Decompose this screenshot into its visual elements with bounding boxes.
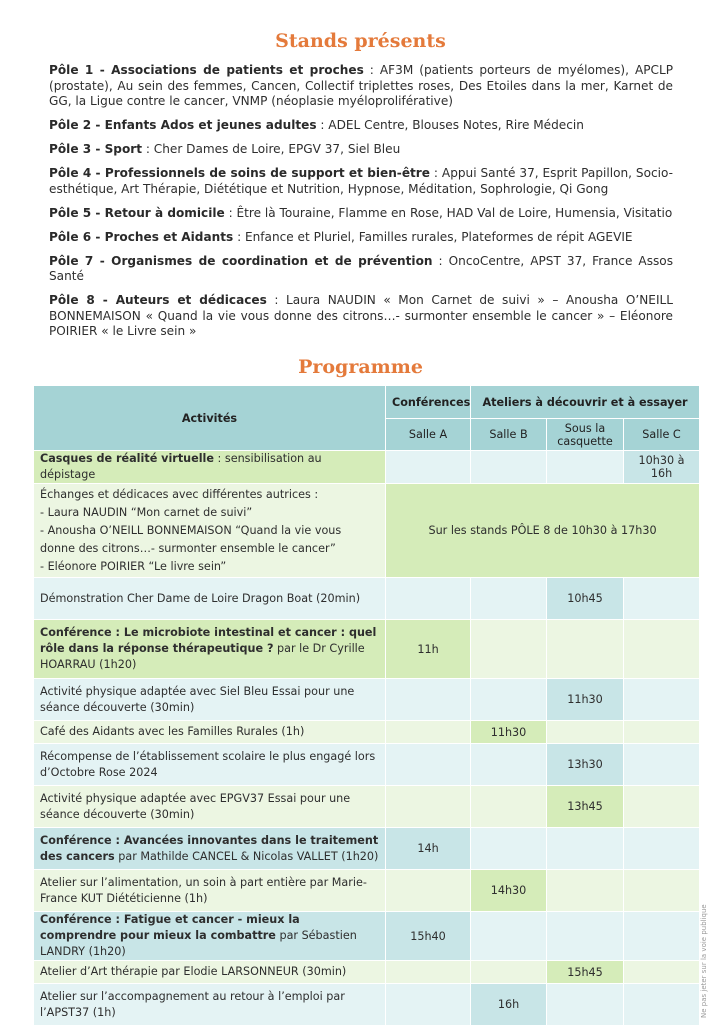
- slot-salle-c: [624, 961, 700, 984]
- slot-salle-b: [471, 451, 547, 484]
- activity-text: par Mathilde CANCEL & Nicolas VALLET (1h20): [114, 849, 379, 863]
- slot-sous-casquette: 11h30: [547, 679, 624, 721]
- pole-3: [49, 142, 673, 158]
- table-row: [34, 679, 700, 721]
- slot-sous-casquette: [547, 912, 624, 961]
- header-salle-a: Salle A: [386, 419, 471, 451]
- slot-sous-casquette: [547, 828, 624, 870]
- slot-salle-a: [386, 961, 471, 984]
- pole-label: Pôle 3 - Sport: [49, 142, 143, 156]
- activity-text: : sensibilisation au dépistage: [40, 452, 322, 481]
- activity-bold: Casques de réalité virtuelle: [40, 452, 214, 465]
- slot-salle-c: [624, 786, 700, 828]
- pole-label: Pôle 5 - Retour à domicile: [49, 205, 225, 220]
- slot-salle-a: [386, 870, 471, 912]
- slot-salle-b: [471, 744, 547, 786]
- slot-salle-a: [386, 744, 471, 786]
- table-row: [34, 744, 700, 786]
- slot-sous-casquette: 15h45: [547, 961, 624, 984]
- pole-text: : Cher Dames de Loire, EPGV 37, Siel Bleu: [142, 142, 401, 156]
- slot-salle-b: [471, 961, 547, 984]
- slot-salle-b: 14h30: [471, 870, 547, 912]
- activity-cell: [34, 578, 386, 620]
- table-row: [34, 828, 700, 870]
- activity-bold: Conférence : Le microbiote intestinal et cancer : quel rôle dans la réponse thérapeutique ?: [40, 626, 377, 655]
- pole-6: [49, 230, 673, 246]
- table-row: [34, 484, 700, 578]
- pole-label: Pôle 6 - Proches et Aidants: [49, 229, 234, 244]
- activity-cell: [34, 744, 386, 786]
- pole-label: Pôle 1 - Associations de patients et proches: [49, 63, 364, 77]
- slot-sous-casquette: [547, 721, 624, 744]
- slot-salle-c: [624, 828, 700, 870]
- table-row: [34, 451, 700, 484]
- pole-label: Pôle 4 - Professionnels de soins de support et bien-être: [49, 166, 430, 180]
- activity-line: Échanges et dédicaces avec différentes autrices :: [40, 487, 319, 501]
- activity-cell: [34, 679, 386, 721]
- activity-cell: [34, 828, 386, 870]
- activity-text: par le Dr Cyrille HOARRAU (1h20): [40, 642, 365, 671]
- pole-5: [49, 206, 673, 222]
- slot-sous-casquette: 13h45: [547, 786, 624, 828]
- header-ateliers: Ateliers à découvrir et à essayer: [471, 386, 700, 419]
- activity-cell: [34, 984, 386, 1026]
- pole-text: : Enfance et Pluriel, Familles rurales, Plateformes de répit AGEVIE: [233, 229, 633, 244]
- activity-cell: [34, 451, 386, 484]
- activity-text: Atelier sur l’alimentation, un soin à part entière par Marie-France KUT Diététicienne (1h): [40, 875, 367, 905]
- slot-salle-b: [471, 578, 547, 620]
- activity-text: Récompense de l’établissement scolaire le plus engagé lors d’Octobre Rose 2024: [40, 749, 376, 779]
- slot-salle-b: [471, 786, 547, 828]
- slot-salle-b: 11h30: [471, 721, 547, 744]
- slot-salle-a: 14h: [386, 828, 471, 870]
- table-row: [34, 984, 700, 1026]
- slot-salle-b: [471, 912, 547, 961]
- slot-salle-c: [624, 870, 700, 912]
- slot-salle-c: [624, 679, 700, 721]
- slot-salle-c: [624, 912, 700, 961]
- pole-label: Pôle 7 - Organismes de coordination et de prévention: [49, 253, 433, 268]
- pole-label: Pôle 8 - Auteurs et dédicaces: [49, 293, 267, 307]
- activity-line: - Eléonore POIRIER “Le livre sein”: [40, 559, 227, 573]
- slot-sous-casquette: 13h30: [547, 744, 624, 786]
- header-salle-c: Salle C: [624, 419, 700, 451]
- table-row: [34, 961, 700, 984]
- slot-salle-c: [624, 620, 700, 679]
- table-row: [34, 870, 700, 912]
- activity-bold: Conférence : Fatigue et cancer - mieux la comprendre pour mieux la combattre: [40, 913, 300, 942]
- slot-sous-casquette: [547, 870, 624, 912]
- slot-salle-a: [386, 984, 471, 1026]
- table-row: [34, 786, 700, 828]
- activity-cell: [34, 961, 386, 984]
- programme-title: Programme: [298, 356, 423, 378]
- pole-text: : AF3M (patients porteurs de myélomes), APCLP (prostate), Au sein des femmes, Cancen, Collectif triplettes roses, Des Etoiles dans la mer, Karnet de GG, la Ligue contre le cancer, VNMP (néoplasie myéloproliférative): [49, 63, 674, 108]
- table-row: [34, 721, 700, 744]
- slot-salle-c: [624, 721, 700, 744]
- activity-cell: [34, 484, 386, 578]
- header-salle-b: Salle B: [471, 419, 547, 451]
- activity-line: - Laura NAUDIN “Mon carnet de suivi”: [40, 505, 253, 519]
- slot-salle-c: 10h30 à 16h: [624, 451, 700, 484]
- slot-sous-casquette: [547, 451, 624, 484]
- programme-table: [33, 385, 700, 1026]
- stands-list: [49, 63, 673, 348]
- slot-salle-b: [471, 828, 547, 870]
- slot-sous-casquette: [547, 984, 624, 1026]
- pole-8: [49, 293, 673, 340]
- side-note: Ne pas jeter sur la voie publique: [700, 904, 708, 1018]
- activity-line: - Anousha O’NEILL BONNEMAISON “Quand la vie vous donne des citrons…- surmonter ensemble le cancer”: [40, 523, 342, 555]
- activity-text: Activité physique adaptée avec Siel Bleu Essai pour une séance découverte (30min): [40, 684, 355, 714]
- header-sous-casquette: Sous la casquette: [547, 419, 624, 451]
- pole-1: [49, 63, 673, 110]
- pole-label: Pôle 2 - Enfants Ados et jeunes adultes: [49, 118, 317, 132]
- pole-7: [49, 254, 673, 285]
- slot-salle-a: 15h40: [386, 912, 471, 961]
- pole-2: [49, 118, 673, 134]
- pole-text: : OncoCentre, APST 37, France Assos Santé: [49, 253, 674, 283]
- slot-salle-c: [624, 984, 700, 1026]
- pole-text: : Laura NAUDIN « Mon Carnet de suivi » – Anousha O’NEILL BONNEMAISON « Quand la vie vous donne des citrons…- surmonter ensemble le cancer » – Eléonore POIRIER « le Livre sein »: [49, 293, 673, 338]
- slot-salle-b: [471, 679, 547, 721]
- header-activites: Activités: [34, 386, 386, 451]
- activity-text: Activité physique adaptée avec EPGV37 Essai pour une séance découverte (30min): [40, 791, 351, 821]
- slot-salle-c: [624, 744, 700, 786]
- pole-4: [49, 166, 673, 197]
- slot-stands-pole-8: Sur les stands PÔLE 8 de 10h30 à 17h30: [386, 484, 700, 578]
- slot-salle-a: [386, 721, 471, 744]
- activity-cell: [34, 870, 386, 912]
- activity-cell: [34, 620, 386, 679]
- table-row: [34, 578, 700, 620]
- activity-text: Atelier d’Art thérapie par Elodie LARSONNEUR (30min): [40, 965, 347, 978]
- slot-salle-a: [386, 578, 471, 620]
- slot-salle-a: [386, 451, 471, 484]
- pole-text: : Appui Santé 37, Esprit Papillon, Socio-esthétique, Art Thérapie, Diététique et Nutrition, Hypnose, Méditation, Sophrologie, Qi Gong: [49, 166, 673, 196]
- activity-cell: [34, 721, 386, 744]
- stands-title: Stands présents: [275, 30, 446, 52]
- activity-text: par Sébastien LANDRY (1h20): [40, 929, 357, 958]
- slot-salle-a: 11h: [386, 620, 471, 679]
- slot-salle-b: [471, 620, 547, 679]
- slot-sous-casquette: [547, 620, 624, 679]
- header-conferences: Conférences: [386, 386, 471, 419]
- slot-salle-a: [386, 786, 471, 828]
- table-row: [34, 912, 700, 961]
- activity-bold: Conférence : Avancées innovantes dans le traitement des cancers: [40, 833, 379, 863]
- activity-cell: [34, 786, 386, 828]
- activity-text: Café des Aidants avec les Familles Rurales (1h): [40, 725, 305, 738]
- pole-text: : Être là Touraine, Flamme en Rose, HAD Val de Loire, Humensia, Visitatio: [224, 205, 673, 220]
- slot-salle-c: [624, 578, 700, 620]
- activity-text: Démonstration Cher Dame de Loire Dragon Boat (20min): [40, 591, 361, 605]
- slot-salle-a: [386, 679, 471, 721]
- table-row: [34, 620, 700, 679]
- activity-cell: [34, 912, 386, 961]
- pole-text: : ADEL Centre, Blouses Notes, Rire Médecin: [316, 118, 584, 132]
- activity-text: Atelier sur l’accompagnement au retour à l’emploi par l’APST37 (1h): [40, 989, 345, 1019]
- slot-salle-b: 16h: [471, 984, 547, 1026]
- slot-sous-casquette: 10h45: [547, 578, 624, 620]
